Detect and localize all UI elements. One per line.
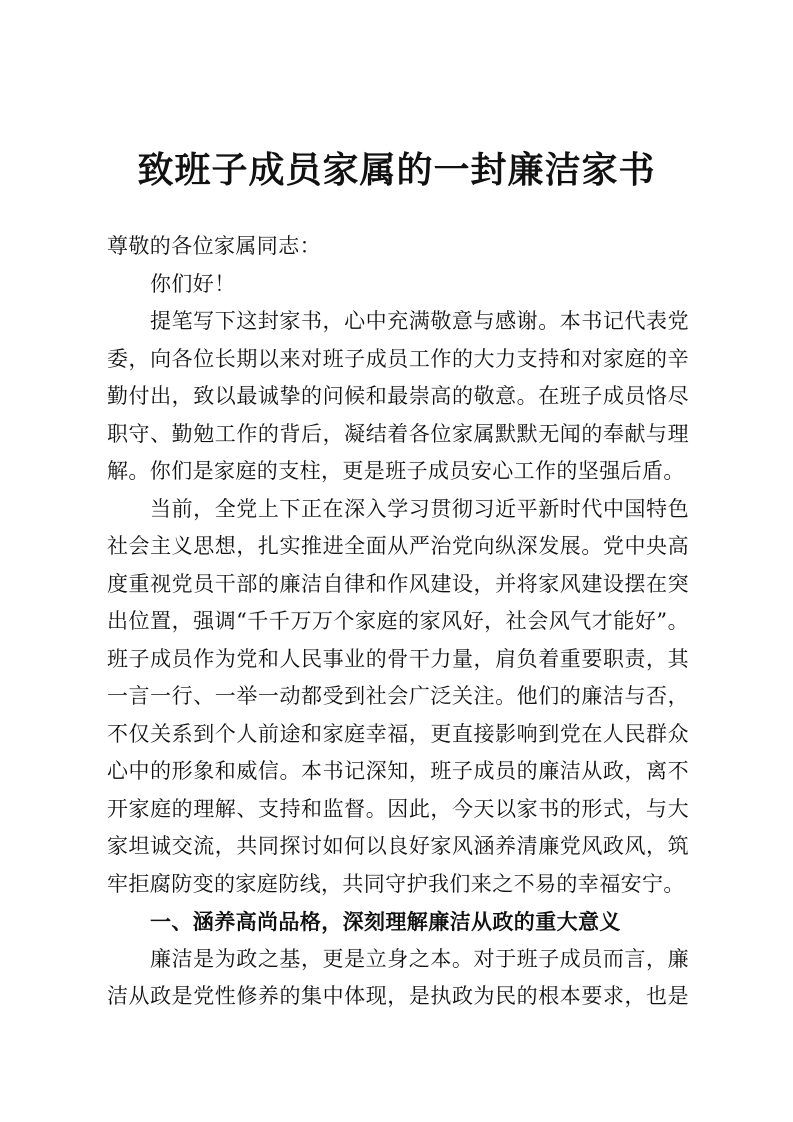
text-line: 社会主义思想，扎实推进全面从严治党向纵深发展。党中央高: [107, 534, 689, 558]
text-line: 委，向各位长期以来对班子成员工作的大力支持和对家庭的辛: [107, 346, 689, 371]
text-line: 班子成员作为党和人民事业的骨干力量，肩负着重要职责，其: [107, 646, 689, 671]
text-line: 当前，全党上下正在深入学习贯彻习近平新时代中国特色: [150, 496, 689, 521]
text-line: 廉洁是为政之基，更是立身之本。对于班子成员而言，廉: [150, 946, 689, 971]
text-line: 出位置，强调“千千万万个家庭的家风好，社会风气才能好”。: [107, 609, 689, 633]
text-line: 不仅关系到个人前途和家庭幸福，更直接影响到党在人民群众: [107, 721, 689, 746]
document-title: 致班子成员家属的一封廉洁家书: [137, 149, 656, 191]
text-line: 开家庭的理解、支持和监督。因此，今天以家书的形式，与大: [107, 796, 689, 821]
text-line: 洁从政是党性修养的集中体现，是执政为民的根本要求，也是: [107, 984, 689, 1008]
text-line: 提笔写下这封家书，心中充满敬意与感谢。本书记代表党: [150, 309, 689, 333]
document-body: [107, 228, 689, 1016]
text-line: 职守、勤勉工作的背后，凝结着各位家属默默无闻的奉献与理: [107, 421, 689, 446]
text-line: 一言一行、一举一动都受到社会广泛关注。他们的廉洁与否，: [107, 684, 689, 708]
section-heading: 一、涵养高尚品格，深刻理解廉洁从政的重大意义: [150, 909, 621, 934]
text-line: 勤付出，致以最诚挚的问候和最崇高的敬意。在班子成员恪尽: [107, 384, 689, 408]
text-line: 尊敬的各位家属同志：: [107, 234, 321, 258]
text-line: 你们好！: [150, 271, 236, 296]
text-line: 家坦诚交流，共同探讨如何以良好家风涵养清廉党风政风，筑: [107, 834, 689, 858]
text-line: 牢拒腐防变的家庭防线，共同守护我们来之不易的幸福安宁。: [107, 871, 685, 896]
text-line: 心中的形象和威信。本书记深知，班子成员的廉洁从政，离不: [107, 759, 689, 783]
text-line: 解。你们是家庭的支柱，更是班子成员安心工作的坚强后盾。: [107, 459, 685, 483]
text-line: 度重视党员干部的廉洁自律和作风建设，并将家风建设摆在突: [107, 571, 689, 596]
